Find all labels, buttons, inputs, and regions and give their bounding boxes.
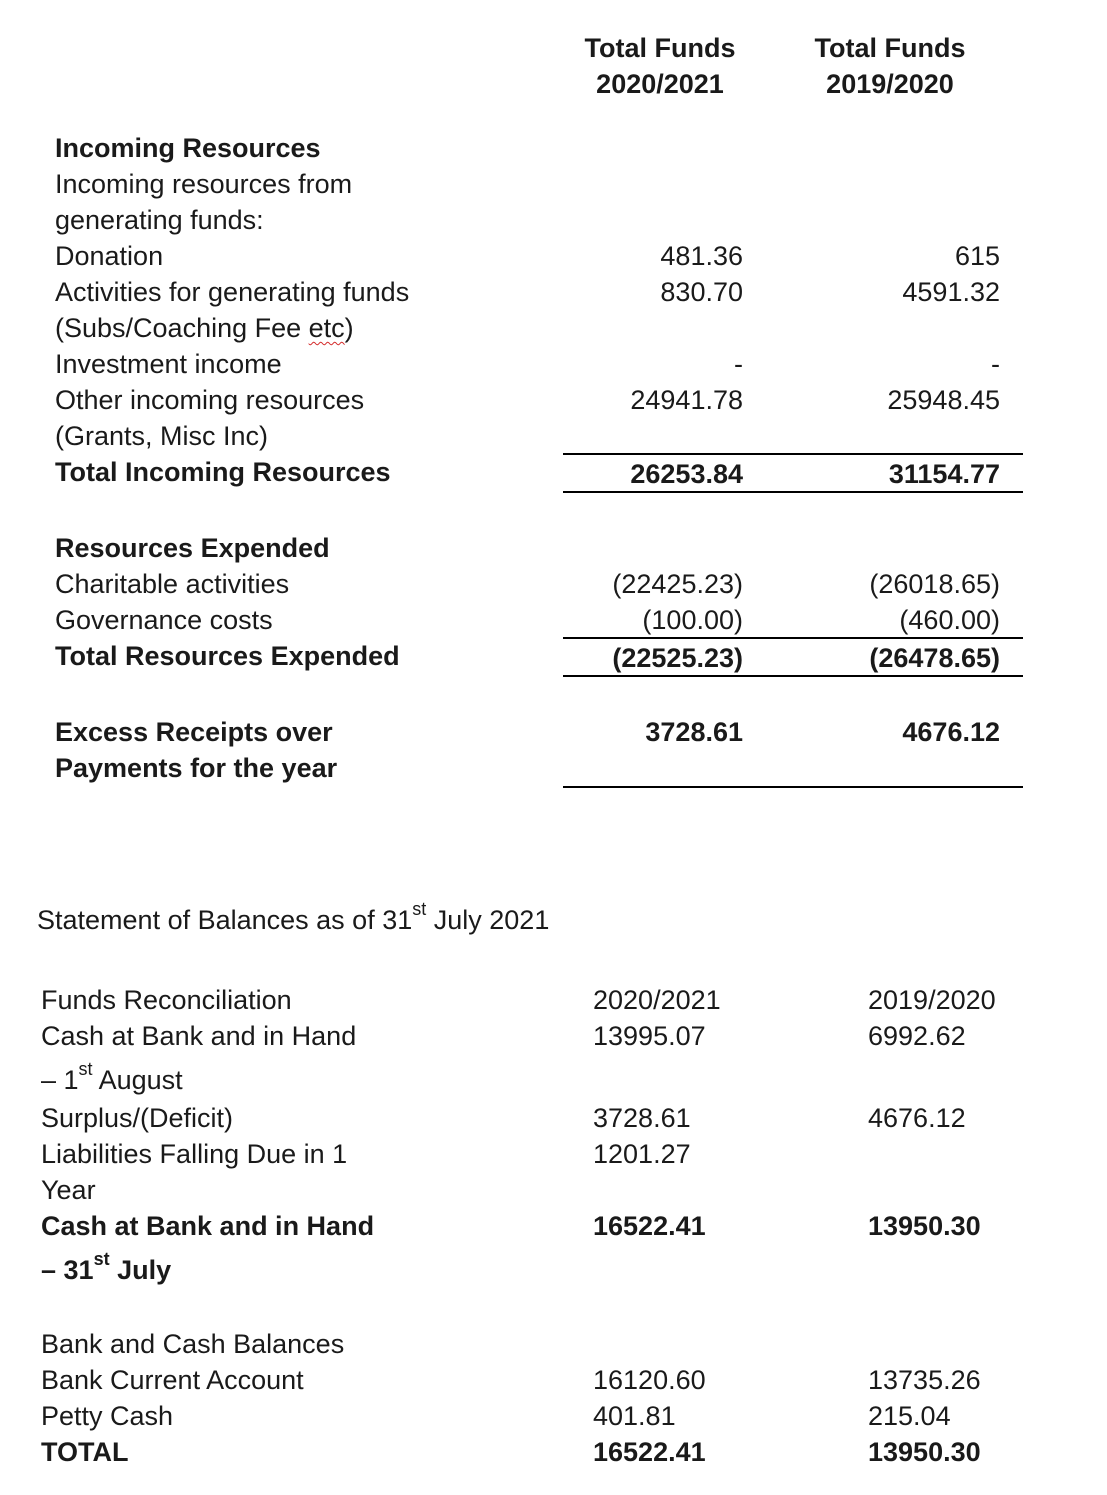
current-account-label: Bank Current Account <box>41 1365 304 1395</box>
excess-current: 3728.61 <box>645 717 743 747</box>
liabilities-current: 1201.27 <box>593 1139 691 1169</box>
activities-label: Activities for generating funds <box>55 277 410 307</box>
surplus-prior: 4676.12 <box>868 1103 966 1133</box>
activities-note-pre: (Subs/Coaching Fee <box>55 313 309 343</box>
liabilities-label-line1: Liabilities Falling Due in 1 <box>41 1139 348 1169</box>
current-account-current: 16120.60 <box>593 1365 706 1395</box>
excess-prior: 4676.12 <box>902 717 1000 747</box>
charitable-label: Charitable activities <box>55 569 290 599</box>
total-incoming-prior: 31154.77 <box>888 459 1000 489</box>
donation-label: Donation <box>55 241 164 271</box>
opening-cash-current: 13995.07 <box>593 1021 706 1051</box>
closing-cash-current: 16522.41 <box>593 1211 706 1241</box>
opening-cash-label-line2-pre: – 1 <box>41 1065 79 1095</box>
balances-title-pre: Statement of Balances as of 31 <box>37 905 413 935</box>
total-incoming-top-rule <box>563 453 1023 455</box>
liabilities-label-line2: Year <box>41 1175 96 1205</box>
other-incoming-note: (Grants, Misc Inc) <box>55 421 269 451</box>
bank-cash-heading: Bank and Cash Balances <box>41 1329 345 1359</box>
activities-current: 830.70 <box>660 277 743 307</box>
charitable-prior: (26018.65) <box>869 569 1000 599</box>
governance-label: Governance costs <box>55 605 273 635</box>
total-incoming-bottom-rule <box>563 491 1023 493</box>
total-expended-top-rule <box>563 637 1023 639</box>
opening-cash-label-line1: Cash at Bank and in Hand <box>41 1021 357 1051</box>
total-incoming-label: Total Incoming Resources <box>55 457 391 487</box>
excess-label-line1: Excess Receipts over <box>55 717 333 747</box>
other-incoming-prior: 25948.45 <box>887 385 1000 415</box>
excess-bottom-rule <box>563 786 1023 788</box>
balances-title-ordinal: st <box>412 899 427 919</box>
activities-note <box>55 310 354 346</box>
total-expended-label: Total Resources Expended <box>55 641 400 671</box>
col-header-prior-line1: Total Funds <box>814 33 966 63</box>
investment-current: - <box>734 349 743 379</box>
activities-prior: 4591.32 <box>902 277 1000 307</box>
incoming-sub-line1: Incoming resources from <box>55 169 353 199</box>
reconciliation-heading: Funds Reconciliation <box>41 985 292 1015</box>
closing-cash-prior: 13950.30 <box>868 1211 981 1241</box>
donation-prior: 615 <box>954 241 1000 271</box>
activities-note-post: ) <box>344 313 354 343</box>
col-header-current-line2: 2020/2021 <box>596 69 724 99</box>
closing-cash-label-line2 <box>41 1249 172 1288</box>
governance-prior: (460.00) <box>899 605 1000 635</box>
excess-label-line2: Payments for the year <box>55 753 338 783</box>
current-account-prior: 13735.26 <box>868 1365 981 1395</box>
reconciliation-col-current: 2020/2021 <box>593 985 721 1015</box>
charitable-current: (22425.23) <box>612 569 743 599</box>
incoming-heading: Incoming Resources <box>55 133 321 163</box>
incoming-sub-line2: generating funds: <box>55 205 264 235</box>
governance-current: (100.00) <box>642 605 743 635</box>
col-header-current-line1: Total Funds <box>584 33 736 63</box>
expended-heading: Resources Expended <box>55 533 330 563</box>
opening-cash-prior: 6992.62 <box>868 1021 966 1051</box>
balances-title <box>37 899 550 938</box>
petty-cash-label: Petty Cash <box>41 1401 174 1431</box>
donation-current: 481.36 <box>660 241 743 271</box>
petty-cash-prior: 215.04 <box>868 1401 951 1431</box>
closing-cash-label-line2-pre: – 31 <box>41 1255 94 1285</box>
total-incoming-current: 26253.84 <box>630 459 743 489</box>
bank-total-prior: 13950.30 <box>868 1437 981 1467</box>
other-incoming-current: 24941.78 <box>630 385 743 415</box>
balances-title-post: July 2021 <box>426 905 550 935</box>
bank-total-current: 16522.41 <box>593 1437 706 1467</box>
opening-cash-ordinal: st <box>78 1059 93 1079</box>
reconciliation-col-prior: 2019/2020 <box>868 985 996 1015</box>
other-incoming-label: Other incoming resources <box>55 385 365 415</box>
total-expended-current: (22525.23) <box>612 643 743 673</box>
opening-cash-label-line2-post: August <box>92 1065 183 1095</box>
petty-cash-current: 401.81 <box>593 1401 676 1431</box>
total-expended-bottom-rule <box>563 675 1023 677</box>
investment-prior: - <box>991 349 1000 379</box>
surplus-current: 3728.61 <box>593 1103 691 1133</box>
total-expended-prior: (26478.65) <box>869 643 1000 673</box>
opening-cash-label-line2 <box>41 1059 183 1098</box>
col-header-prior-line2: 2019/2020 <box>826 69 954 99</box>
bank-total-label: TOTAL <box>41 1437 129 1467</box>
spellcheck-underlined-word: etc <box>308 313 345 343</box>
closing-cash-label-line1: Cash at Bank and in Hand <box>41 1211 375 1241</box>
closing-cash-label-line2-post: July <box>109 1255 172 1285</box>
surplus-label: Surplus/(Deficit) <box>41 1103 234 1133</box>
investment-label: Investment income <box>55 349 282 379</box>
closing-cash-ordinal: st <box>93 1249 110 1269</box>
